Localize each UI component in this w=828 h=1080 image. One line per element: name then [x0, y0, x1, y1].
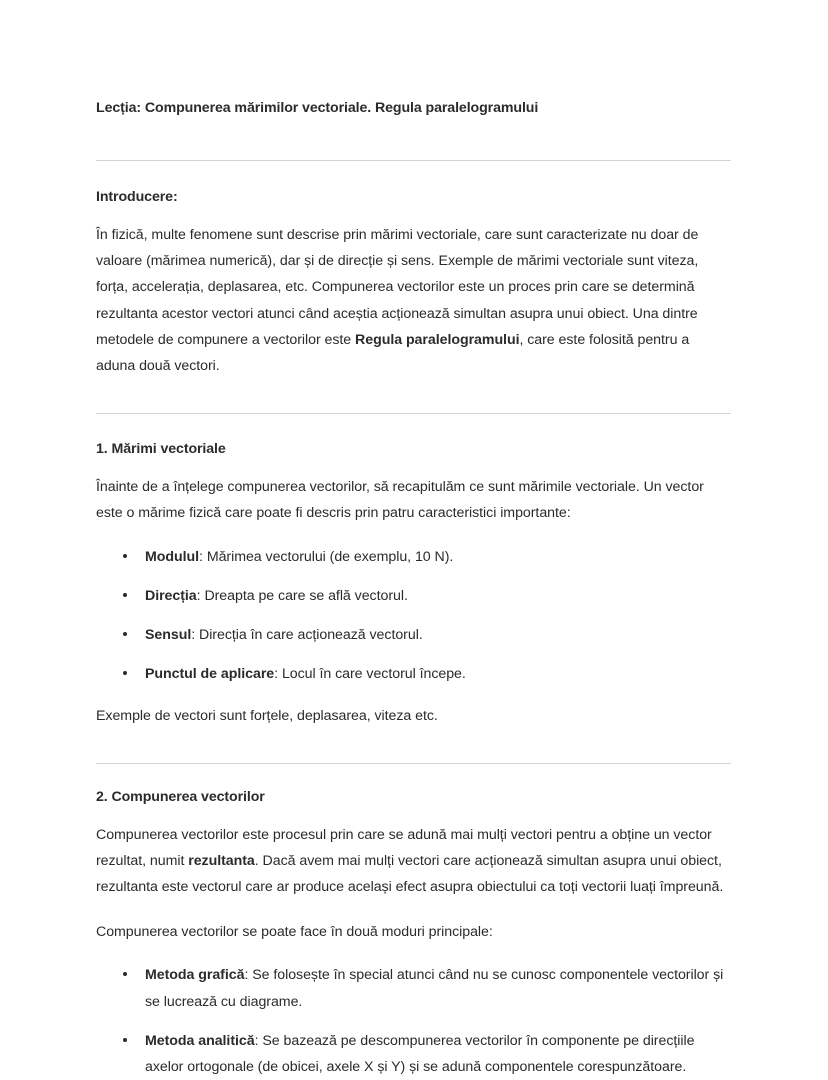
section1-bullet-list — [96, 544, 731, 688]
intro-paragraph — [96, 222, 731, 379]
bullet-dot-icon — [123, 632, 127, 636]
section2-paragraph-1 — [96, 822, 731, 901]
section2-bullet-list — [96, 962, 731, 1080]
intro-paragraph-part2: , care este folosită pentru a aduna două vectori. — [96, 331, 690, 375]
section2-paragraph-1-part1: Compunerea vectorilor este procesul prin care se adună mai mulți vectori pentru a obține un vector rezultat, numit — [96, 826, 712, 869]
list-item — [96, 544, 731, 570]
list-item-term: Modulul — [145, 548, 200, 565]
list-item-term: Sensul — [145, 627, 192, 644]
list-item-text: : Mărimea vectorului (de exemplu, 10 N). — [199, 548, 454, 565]
section2-paragraph-1-bold: rezultanta — [188, 852, 255, 869]
bullet-dot-icon — [123, 554, 127, 558]
section2-paragraph-2: Compunerea vectorilor se poate face în două moduri principale: — [96, 924, 493, 941]
list-item-text: : Dreapta pe care se află vectorul. — [196, 587, 408, 604]
list-item — [96, 962, 731, 1014]
intro-heading: Introducere: — [96, 189, 178, 205]
section1-heading: 1. Mărimi vectoriale — [96, 441, 226, 458]
section-divider-3 — [96, 763, 731, 764]
section1-closing-paragraph: Exemple de vectori sunt forțele, deplasarea, viteza etc. — [96, 708, 438, 725]
list-item-text: : Direcția în care acționează vectorul. — [191, 627, 423, 644]
list-item — [96, 1028, 731, 1080]
bullet-dot-icon — [123, 593, 127, 597]
list-item-text: : Locul în care vectorul începe. — [274, 666, 466, 683]
bullet-dot-icon — [123, 1038, 127, 1042]
section2-paragraph-1-part2: . Dacă avem mai mulți vectori care acționează simultan asupra unui obiect, rezultanta este vectorul care ar produce același efect asupra obiectului ca toți vectorii luați împreună. — [96, 852, 724, 896]
list-item-term: Metoda grafică — [145, 967, 245, 984]
list-item-term: Punctul de aplicare — [145, 666, 275, 683]
list-item-text: : Se bazează pe descompunerea vectorilor în componente pe direcțiile axelor ortogonale (de obicei, axele X și Y) și se adună componentele corespunzătoare. — [145, 1032, 695, 1076]
intro-paragraph-bold: Regula paralelogramului — [355, 331, 520, 348]
bullet-dot-icon — [123, 671, 127, 675]
section2-heading: 2. Compunerea vectorilor — [96, 788, 265, 805]
section1-paragraph: Înainte de a înțelege compunerea vectorilor, să recapitulăm ce sunt mărimile vectoriale. Un vector este o mărime fizică care poate fi descris prin patru caracteristici importante: — [96, 479, 704, 522]
list-item — [96, 661, 731, 687]
intro-paragraph-part1: În fizică, multe fenomene sunt descrise prin mărimi vectoriale, care sunt caracterizate nu doar de valoare (mărimea numerică), dar și de direcție și sens. Exemple de mărimi vectoriale sunt viteza, forța, accelerația, deplasarea, etc. Compunerea vectorilor este un proces prin care se determină rezultanta acestor vectori atunci când aceștia acționează simultan asupra unui obiect. Una dintre metodele de compunere a vectorilor este — [96, 227, 699, 348]
list-item — [96, 583, 731, 609]
bullet-dot-icon — [123, 972, 127, 976]
list-item-term: Metoda analitică — [145, 1032, 255, 1049]
list-item — [96, 622, 731, 648]
section-divider-2 — [96, 413, 731, 414]
section-divider-1 — [96, 160, 731, 161]
list-item-term: Direcția — [145, 587, 197, 604]
list-item-text: : Se folosește în special atunci când nu se cunosc componentele vectorilor și se lucrează cu diagrame. — [145, 967, 724, 1010]
page-title: Lecția: Compunerea mărimilor vectoriale. Regula paralelogramului — [96, 100, 539, 116]
